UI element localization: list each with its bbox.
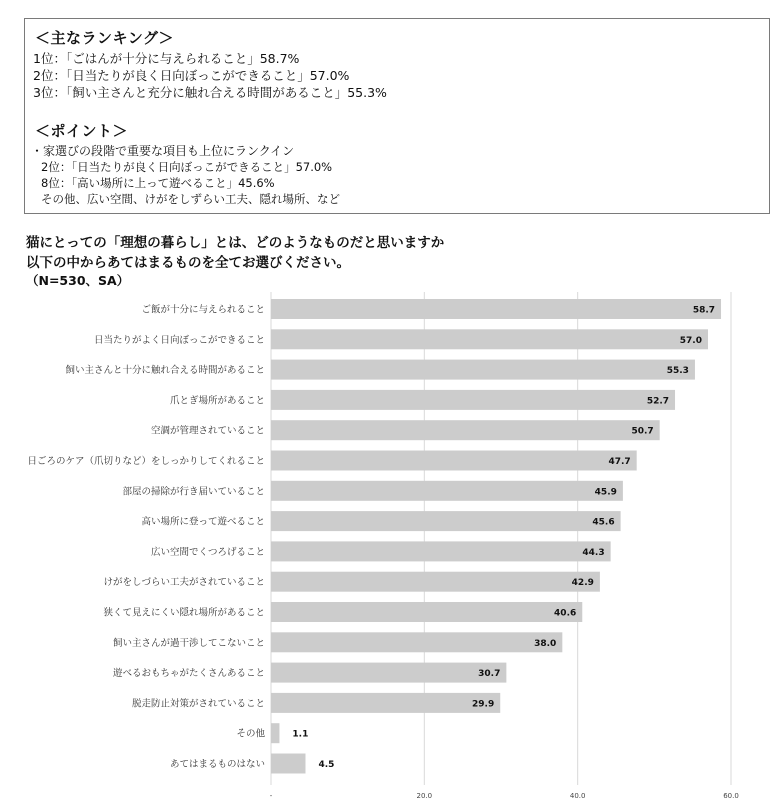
ranking-line: 2位：「日当たりが良く日向ぼっこができること」57.0% [33, 68, 350, 83]
category-label: 飼い主さんが過干渉してこないこと [112, 637, 265, 649]
tick-label: 60.0 [723, 792, 739, 800]
bar [271, 602, 582, 622]
value-label: 47.7 [608, 457, 631, 467]
point-line: 2位：「日当たりが良く日向ぼっこができること」57.0% [41, 160, 333, 174]
value-label: 45.9 [594, 487, 617, 498]
ranking-heading: ＜主なランキング＞ [35, 29, 175, 47]
value-label: 29.9 [472, 699, 495, 710]
bar [271, 299, 721, 319]
bar [271, 754, 306, 774]
category-label: ご飯が十分に与えられること [141, 304, 265, 316]
tick-label: 40.0 [569, 792, 586, 800]
question-line: 猫にとっての「理想の暮らし」とは、どのようなものだと思いますか [26, 235, 445, 251]
category-label: 日当たりがよく日向ぼっこができること [93, 334, 265, 346]
category-label: あてはまるものはない [169, 759, 265, 770]
bar [271, 572, 600, 592]
bar [271, 541, 611, 561]
category-label: 広い空間でくつろげること [150, 546, 265, 558]
bar [271, 632, 562, 652]
point-line: ・家選びの段階で重要な項目も上位にランクイン [31, 144, 295, 158]
value-label: 45.6 [592, 517, 615, 528]
bar [271, 451, 637, 471]
bar [271, 693, 500, 713]
value-label: 42.9 [571, 578, 594, 589]
value-label: 55.3 [666, 366, 689, 377]
bar [271, 663, 506, 683]
tick-label: 20.0 [416, 792, 433, 800]
category-label: 爪とぎ場所があること [169, 395, 265, 407]
value-label: 58.7 [692, 305, 716, 316]
value-label: 50.7 [631, 426, 654, 437]
bar [271, 511, 621, 531]
value-label: 38.0 [534, 638, 557, 649]
value-label: 44.3 [582, 547, 605, 558]
category-label: 高い場所に登って遊べること [141, 516, 265, 528]
value-label: 30.7 [478, 669, 501, 680]
category-label: 部屋の掃除が行き届いていること [122, 486, 265, 498]
value-label: 40.6 [554, 608, 577, 619]
point-line: その他、広い空間、けがをしずらい工夫、隠れ場所、など [41, 192, 340, 206]
question-line: 以下の中からあてはまるものを全てお選びください。 [26, 255, 350, 271]
point-heading: ＜ポイント＞ [35, 122, 129, 140]
tick-label: - [269, 792, 273, 800]
bar [271, 329, 708, 349]
category-label: 日ごろのケア（爪切りなど）をしっかりしてくれること [27, 456, 265, 467]
bar [271, 420, 660, 440]
bar [271, 723, 279, 743]
value-label: 1.1 [292, 729, 309, 740]
ranking-line: 3位：「飼い主さんと充分に触れ合える時間があること」55.3% [33, 85, 387, 100]
category-label: 脱走防止対策がされていること [131, 698, 265, 710]
category-label: 空調が管理されていること [150, 425, 265, 437]
category-label: 狭くて見えにくい隠れ場所があること [103, 607, 265, 619]
category-label: 飼い主さんと十分に触れ合える時間があること [65, 365, 265, 377]
point-line: 8位：「高い場所に上って遊べること」45.6% [41, 176, 275, 190]
question-sample-note: （N=530、SA） [26, 273, 130, 288]
category-label: けがをしづらい工夫がされていること [103, 577, 265, 589]
bar [271, 390, 675, 410]
category-label: 遊べるおもちゃがたくさんあること [112, 668, 265, 680]
bar [271, 481, 623, 501]
value-label: 52.7 [646, 396, 670, 407]
bar [271, 360, 695, 380]
value-label: 4.5 [318, 760, 335, 770]
category-label: その他 [236, 728, 265, 740]
value-label: 57.0 [679, 335, 702, 346]
ranking-line: 1位：「ごはんが十分に与えられること」58.7% [33, 51, 300, 66]
